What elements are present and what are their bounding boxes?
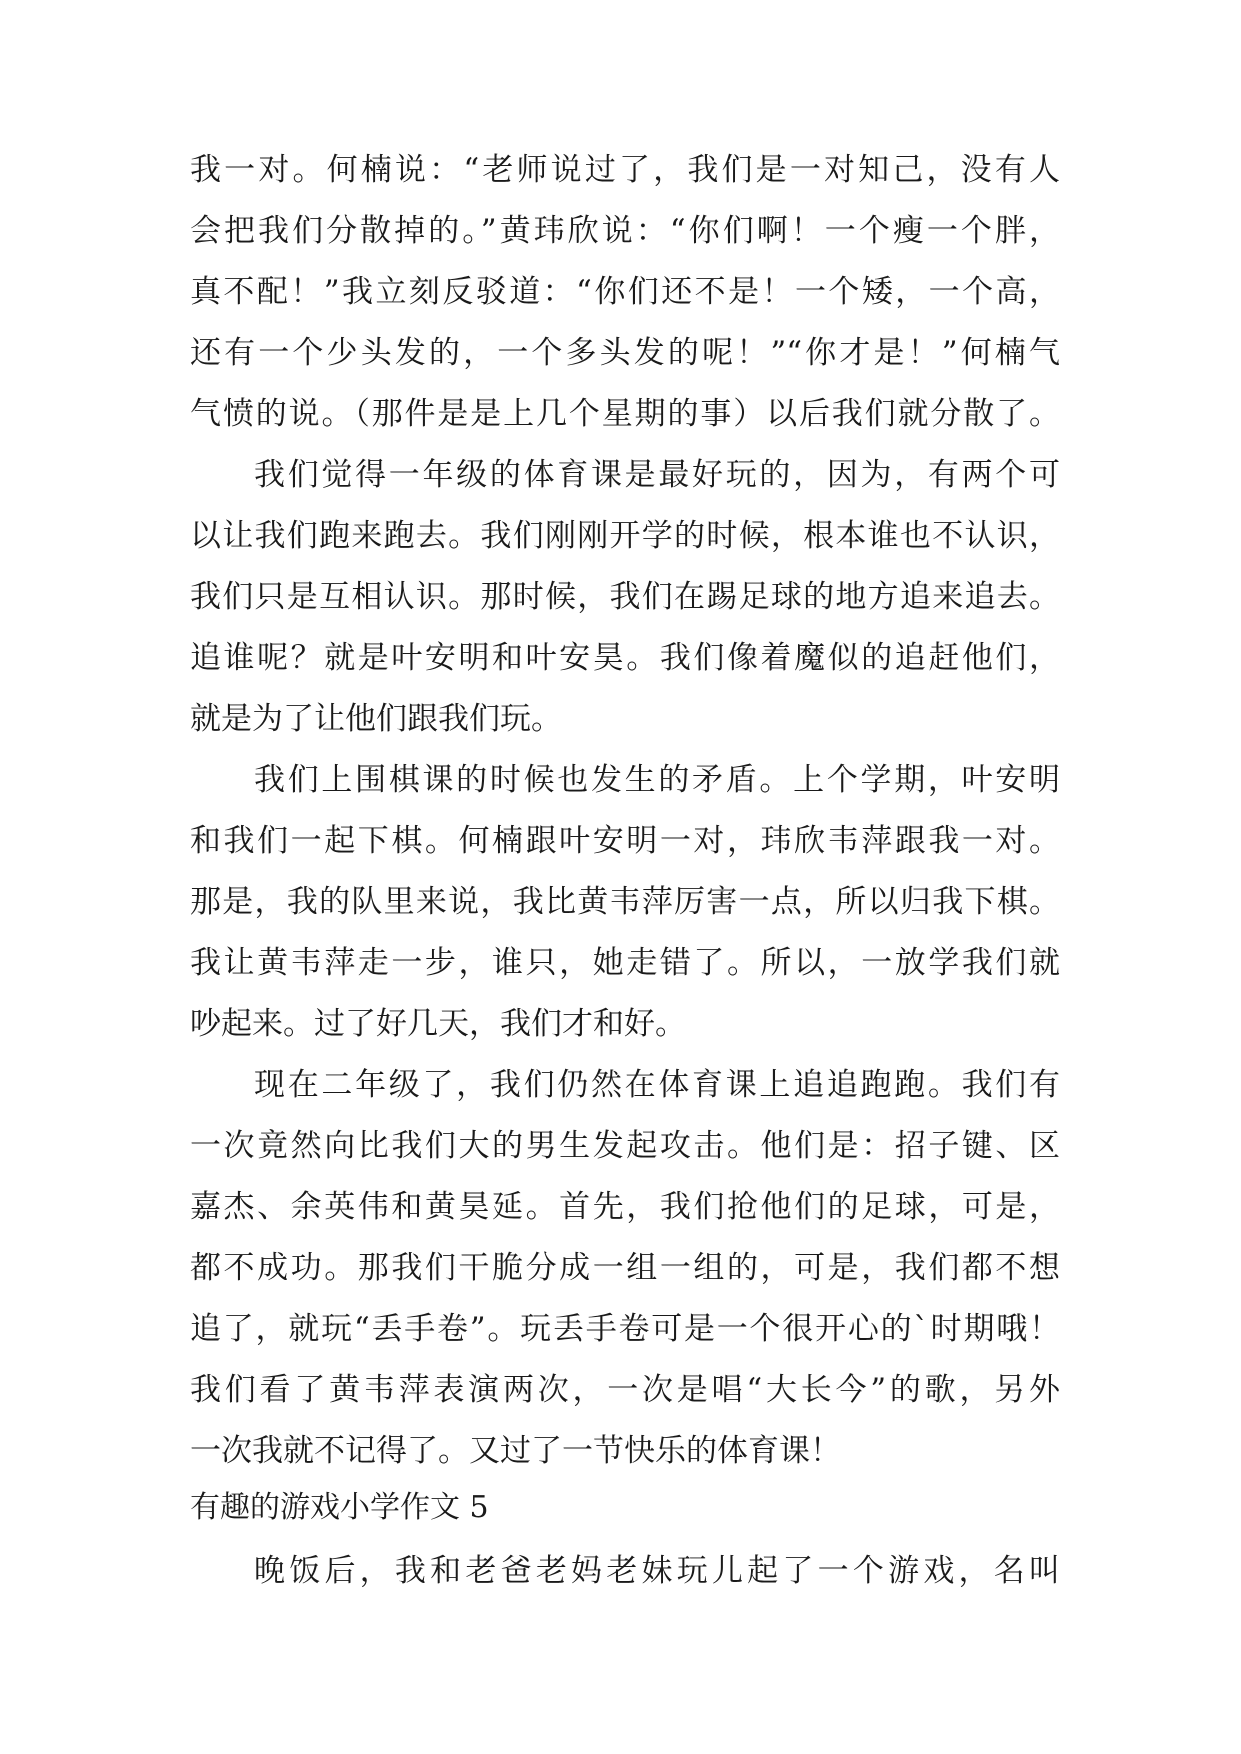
- text-line: 和我们一起下棋。何楠跟叶安明一对，玮欣韦萍跟我一对。: [190, 823, 1060, 859]
- text-line: 就是为了让他们跟我们玩。: [190, 701, 562, 737]
- text-line: 一次我就不记得了。又过了一节快乐的体育课！: [190, 1433, 841, 1469]
- paragraph-first-line: 晚饭后，我和老爸老妈老妹玩儿起了一个游戏，名叫: [254, 1553, 1060, 1589]
- text-line: 吵起来。过了好几天，我们才和好。: [190, 1006, 686, 1042]
- text-line: 我们看了黄韦萍表演两次，一次是唱“大长今”的歌，另外: [190, 1372, 1060, 1408]
- text-line: 一次竟然向比我们大的男生发起攻击。他们是：招子键、区: [190, 1128, 1060, 1164]
- text-line: 我们只是互相认识。那时候，我们在踢足球的地方追来追去。: [190, 579, 1060, 615]
- paragraph-first-line: 我们觉得一年级的体育课是最好玩的，因为，有两个可: [254, 457, 1060, 493]
- paragraph-first-line: 我们上围棋课的时候也发生的矛盾。上个学期，叶安明: [254, 762, 1060, 798]
- text-line: 追了，就玩“丢手卷”。玩丢手卷可是一个很开心的`时期哦！: [190, 1311, 1060, 1347]
- text-line: 我一对。何楠说：“老师说过了，我们是一对知己，没有人: [190, 152, 1060, 188]
- text-line: 会把我们分散掉的。”黄玮欣说：“你们啊！一个瘦一个胖，: [190, 213, 1060, 249]
- paragraph-first-line: 现在二年级了，我们仍然在体育课上追追跑跑。我们有: [254, 1067, 1060, 1103]
- text-line: 真不配！”我立刻反驳道：“你们还不是！一个矮，一个高，: [190, 274, 1060, 310]
- text-line: 还有一个少头发的，一个多头发的呢！”“你才是！”何楠气: [190, 335, 1060, 371]
- text-line: 以让我们跑来跑去。我们刚刚开学的时候，根本谁也不认识，: [190, 518, 1060, 554]
- text-line: 都不成功。那我们干脆分成一组一组的，可是，我们都不想: [190, 1250, 1060, 1286]
- section-heading: 有趣的游戏小学作文 5: [190, 1490, 489, 1525]
- text-line: 那是，我的队里来说，我比黄韦萍厉害一点，所以归我下棋。: [190, 884, 1060, 920]
- text-line: 我让黄韦萍走一步，谁只，她走错了。所以，一放学我们就: [190, 945, 1060, 981]
- text-line: 气愤的说。（那件是是上几个星期的事）以后我们就分散了。: [190, 396, 1060, 432]
- text-line: 嘉杰、余英伟和黄昊延。首先，我们抢他们的足球，可是，: [190, 1189, 1060, 1225]
- text-line: 追谁呢？就是叶安明和叶安昊。我们像着魔似的追赶他们，: [190, 640, 1060, 676]
